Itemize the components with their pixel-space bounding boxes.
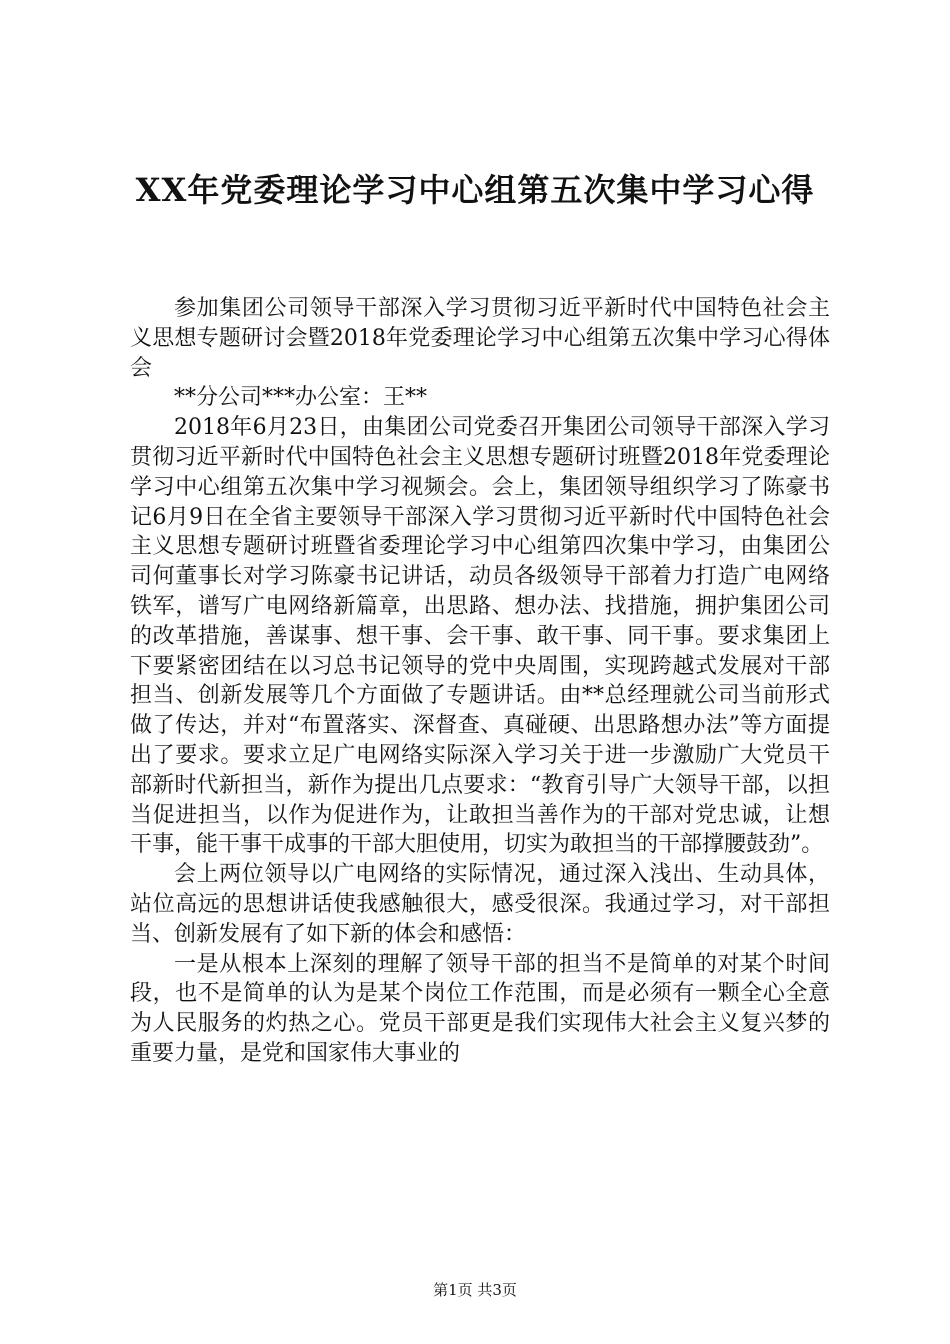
page-number-footer: 第1页 共3页 bbox=[433, 1281, 517, 1299]
document-body bbox=[130, 294, 830, 1069]
document-title: XX年党委理论学习中心组第五次集中学习心得 bbox=[135, 171, 815, 209]
paragraph-point-one: 一是从根本上深刻的理解了领导干部的担当不是简单的对某个时间段，也不是简单的认为是某个岗位工作范围，而是必须有一颗全心全意为人民服务的灼热之心。党员干部更是我们实现伟大社会主义复兴梦的重要力量，是党和国家伟大事业的 bbox=[130, 951, 830, 1066]
paragraph-subtitle: 参加集团公司领导干部深入学习贯彻习近平新时代中国特色社会主义思想专题研讨会暨2018年党委理论学习中心组第五次集中学习心得体会 bbox=[130, 296, 830, 381]
paragraph-meeting-summary: 2018年6月23日，由集团公司党委召开集团公司领导干部深入学习贯彻习近平新时代中国特色社会主义思想专题研讨班暨2018年党委理论学习中心组第五次集中学习视频会。会上，集团领导组织学习了陈豪书记6月9日在全省主要领导干部深入学习贯彻习近平新时代中国特色社会主义思想专题研讨班暨省委理论学习中心组第四次集中学习，由集团公司何董事长对学习陈豪书记讲话，动员各级领导干部着力打造广电网络铁军，谱写广电网络新篇章，出思路、想办法、找措施，拥护集团公司的改革措施，善谋事、想干事、会干事、敢干事、同干事。要求集团上下要紧密团结在以习总书记领导的党中央周围，实现跨越式发展对干部担当、创新发展等几个方面做了专题讲话。由**总经理就公司当前形式做了传达，并对“布置落实、深督查、真碰硬、出思路想办法”等方面提出了要求。要求立足广电网络实际深入学习关于进一步激励广大党员干部新时代新担当，新作为提出几点要求：“教育引导广大领导干部，以担当促进担当，以作为促进作为，让敢担当善作为的干部对党忠诚，让想干事，能干事干成事的干部大胆使用，切实为敢担当的干部撑腰鼓劲”。 bbox=[130, 415, 830, 858]
paragraph-reflection: 会上两位领导以广电网络的实际情况，通过深入浅出、生动具体，站位高远的思想讲话使我感触很大，感受很深。我通过学习，对干部担当、创新发展有了如下新的体会和感悟： bbox=[130, 862, 830, 947]
paragraph-author: **分公司***办公室：王** bbox=[174, 385, 428, 411]
